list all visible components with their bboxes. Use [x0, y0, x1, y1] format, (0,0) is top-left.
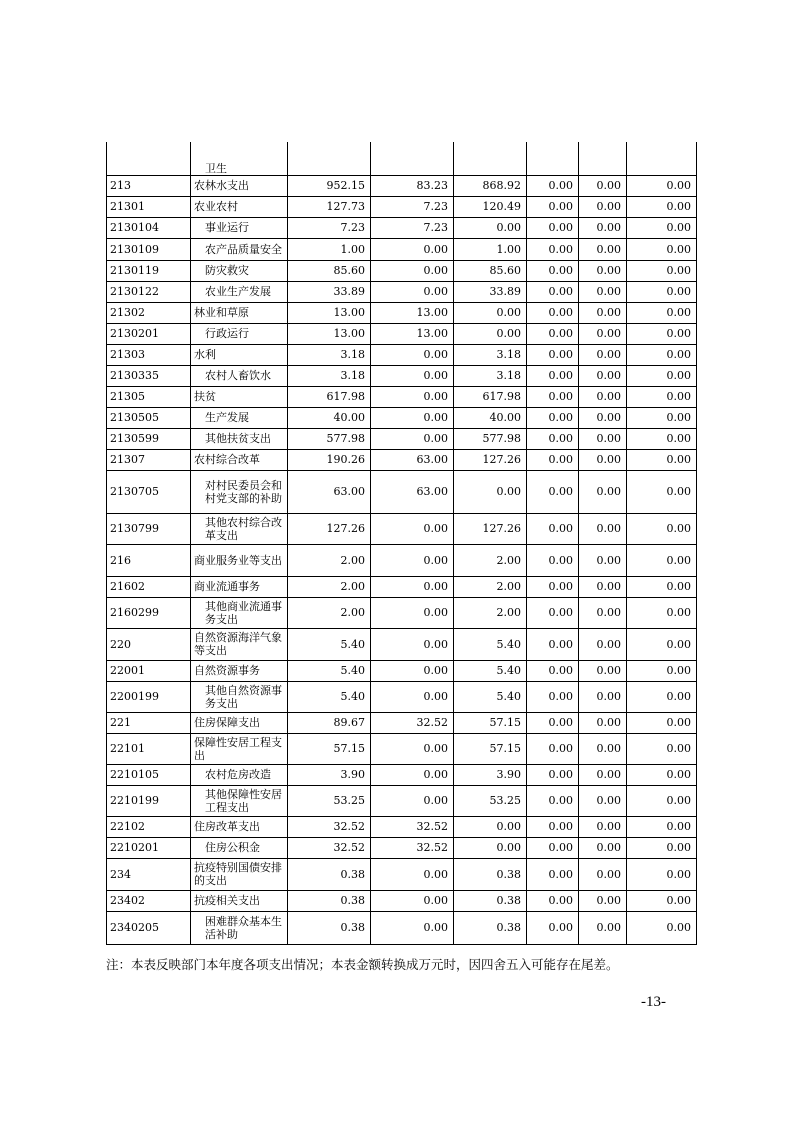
- table-cell-basic: 0.00: [371, 858, 454, 890]
- table-cell-col4: 0.00: [527, 407, 579, 428]
- table-cell-code: 21302: [107, 302, 191, 323]
- table-cell-basic: 0.00: [371, 365, 454, 386]
- table-cell-col6: 0.00: [627, 858, 697, 890]
- table-cell-total: 5.40: [288, 681, 371, 712]
- table-row: [107, 365, 697, 386]
- table-cell-total: 3.90: [288, 764, 371, 785]
- table-cell-col5: 0.00: [579, 890, 627, 911]
- table-cell-project: 120.49: [454, 196, 527, 217]
- table-cell-col4: 0.00: [527, 513, 579, 544]
- table-cell-code: 2130104: [107, 217, 191, 238]
- table-cell-basic: 0.00: [371, 344, 454, 365]
- table-cell-basic: 0.00: [371, 660, 454, 681]
- table-cell-col5: 0.00: [579, 681, 627, 712]
- table-cell-name: 农业生产发展: [191, 281, 288, 302]
- table-cell-col6: 0.00: [627, 544, 697, 576]
- table-row: [107, 449, 697, 470]
- table-cell-code: 22001: [107, 660, 191, 681]
- table-cell-col4: 0.00: [527, 238, 579, 260]
- table-cell-code: 234: [107, 858, 191, 890]
- table-cell-col5: 0.00: [579, 260, 627, 281]
- table-cell-col6: 0.00: [627, 733, 697, 764]
- table-cell-basic: 0.00: [371, 428, 454, 449]
- table-row: [107, 911, 697, 944]
- table-cell-basic: 13.00: [371, 302, 454, 323]
- table-cell-basic: 0.00: [371, 785, 454, 816]
- table-cell-col5: 0.00: [579, 544, 627, 576]
- table-row: [107, 660, 697, 681]
- table-cell-code: 2130799: [107, 513, 191, 544]
- table-cell-basic: 32.52: [371, 712, 454, 733]
- table-cell-col6: 0.00: [627, 238, 697, 260]
- table-row: [107, 407, 697, 428]
- table-row: [107, 681, 697, 712]
- table-row: [107, 785, 697, 816]
- table-cell-total: 617.98: [288, 386, 371, 407]
- table-cell-col4: 0.00: [527, 470, 579, 513]
- table-cell-col4: 0.00: [527, 816, 579, 837]
- table-cell-name: 自然资源事务: [191, 660, 288, 681]
- table-cell-col4: 0.00: [527, 764, 579, 785]
- table-cell-col5: 0.00: [579, 386, 627, 407]
- table-row: [107, 470, 697, 513]
- table-cell-project: 868.92: [454, 175, 527, 196]
- table-cell-total: 33.89: [288, 281, 371, 302]
- table-cell-name: 对村民委员会和村党支部的补助: [191, 470, 288, 513]
- table-cell-col4: 0.00: [527, 428, 579, 449]
- table-cell-col4: 0.00: [527, 196, 579, 217]
- table-cell-col5: 0.00: [579, 628, 627, 660]
- table-cell-col4: 0.00: [527, 175, 579, 196]
- table-cell-total: 0.38: [288, 858, 371, 890]
- table-cell-col5: 0.00: [579, 281, 627, 302]
- table-cell-basic: 0.00: [371, 386, 454, 407]
- table-cell-total: 13.00: [288, 323, 371, 344]
- table-cell-basic: 7.23: [371, 217, 454, 238]
- table-cell-code: 21307: [107, 449, 191, 470]
- table-cell-name: 农村人畜饮水: [191, 365, 288, 386]
- table-cell-basic: 32.52: [371, 816, 454, 837]
- table-cell-name: 住房保障支出: [191, 712, 288, 733]
- table-cell-total: 63.00: [288, 470, 371, 513]
- table-cell-col6: 0.00: [627, 890, 697, 911]
- table-cell-col6: 0.00: [627, 816, 697, 837]
- table-cell-total: 7.23: [288, 217, 371, 238]
- table-cell-code: 21303: [107, 344, 191, 365]
- table-cell-col5: [579, 142, 627, 175]
- table-cell-code: 22101: [107, 733, 191, 764]
- table-cell-col5: 0.00: [579, 660, 627, 681]
- table-cell-project: 0.00: [454, 323, 527, 344]
- table-cell-basic: 0.00: [371, 681, 454, 712]
- table-cell-col5: 0.00: [579, 217, 627, 238]
- table-row: [107, 890, 697, 911]
- table-cell-total: 13.00: [288, 302, 371, 323]
- table-cell-project: 5.40: [454, 681, 527, 712]
- table-cell-name: 林业和草原: [191, 302, 288, 323]
- table-cell-project: 85.60: [454, 260, 527, 281]
- table-cell-col5: 0.00: [579, 470, 627, 513]
- table-cell-name: 商业服务业等支出: [191, 544, 288, 576]
- table-cell-project: 33.89: [454, 281, 527, 302]
- table-cell-col6: 0.00: [627, 428, 697, 449]
- table-cell-code: 21301: [107, 196, 191, 217]
- table-cell-project: 57.15: [454, 733, 527, 764]
- table-cell-project: 127.26: [454, 513, 527, 544]
- table-cell-project: 0.38: [454, 890, 527, 911]
- table-cell-col6: 0.00: [627, 628, 697, 660]
- table-row: [107, 816, 697, 837]
- table-row: [107, 858, 697, 890]
- table-cell-code: 2130335: [107, 365, 191, 386]
- table-cell-project: 3.18: [454, 365, 527, 386]
- table-cell-col5: 0.00: [579, 175, 627, 196]
- table-row: [107, 217, 697, 238]
- table-cell-col4: 0.00: [527, 365, 579, 386]
- table-cell-basic: 0.00: [371, 597, 454, 628]
- table-cell-name: 其他扶贫支出: [191, 428, 288, 449]
- table-cell-basic: 13.00: [371, 323, 454, 344]
- table-cell-name: 卫生: [191, 142, 288, 175]
- table-cell-col4: 0.00: [527, 681, 579, 712]
- table-cell-project: 2.00: [454, 576, 527, 597]
- table-cell-name: 其他农村综合改革支出: [191, 513, 288, 544]
- table-cell-col6: 0.00: [627, 576, 697, 597]
- table-row: [107, 302, 697, 323]
- table-cell-col6: 0.00: [627, 260, 697, 281]
- table-cell-code: 21305: [107, 386, 191, 407]
- table-cell-total: 952.15: [288, 175, 371, 196]
- table-cell-col4: 0.00: [527, 858, 579, 890]
- table-row: [107, 175, 697, 196]
- table-cell-project: 1.00: [454, 238, 527, 260]
- table-cell-total: 190.26: [288, 449, 371, 470]
- table-cell-name: 其他保障性安居工程支出: [191, 785, 288, 816]
- table-cell-project: 577.98: [454, 428, 527, 449]
- table-cell-col6: 0.00: [627, 785, 697, 816]
- table-cell-col4: 0.00: [527, 344, 579, 365]
- table-cell-project: 0.00: [454, 816, 527, 837]
- table-cell-name: 商业流通事务: [191, 576, 288, 597]
- table-cell-col4: 0.00: [527, 597, 579, 628]
- table-cell-project: 3.18: [454, 344, 527, 365]
- table-cell-col5: 0.00: [579, 911, 627, 944]
- table-cell-col4: 0.00: [527, 712, 579, 733]
- table-cell-name: 事业运行: [191, 217, 288, 238]
- table-cell-basic: 0.00: [371, 544, 454, 576]
- table-cell-project: 617.98: [454, 386, 527, 407]
- table-cell-project: 3.90: [454, 764, 527, 785]
- table-cell-basic: 0.00: [371, 733, 454, 764]
- table-cell-name: 防灾救灾: [191, 260, 288, 281]
- table-cell-code: 213: [107, 175, 191, 196]
- table-cell-project: 0.00: [454, 217, 527, 238]
- table-cell-col4: 0.00: [527, 544, 579, 576]
- table-cell-col5: 0.00: [579, 302, 627, 323]
- table-cell-col5: 0.00: [579, 196, 627, 217]
- table-cell-col4: 0.00: [527, 733, 579, 764]
- table-cell-total: 127.26: [288, 513, 371, 544]
- table-cell-col4: 0.00: [527, 281, 579, 302]
- table-cell-project: 0.00: [454, 470, 527, 513]
- table-cell-name: 农村危房改造: [191, 764, 288, 785]
- table-cell-basic: 0.00: [371, 628, 454, 660]
- table-cell-col4: 0.00: [527, 576, 579, 597]
- table-cell-project: 127.26: [454, 449, 527, 470]
- table-row: [107, 597, 697, 628]
- table-cell-total: 89.67: [288, 712, 371, 733]
- table-row: [107, 238, 697, 260]
- table-cell-code: 220: [107, 628, 191, 660]
- table-cell-code: 2210199: [107, 785, 191, 816]
- table-row: [107, 513, 697, 544]
- table-cell-code: 2130505: [107, 407, 191, 428]
- table-cell-basic: 32.52: [371, 837, 454, 858]
- table-cell-code: 2130705: [107, 470, 191, 513]
- table-cell-code: 216: [107, 544, 191, 576]
- table-cell-code: 2210201: [107, 837, 191, 858]
- table-cell-col5: 0.00: [579, 858, 627, 890]
- table-cell-col4: 0.00: [527, 217, 579, 238]
- table-cell-col6: 0.00: [627, 660, 697, 681]
- table-cell-name: 农林水支出: [191, 175, 288, 196]
- table-cell-basic: 0.00: [371, 407, 454, 428]
- table-cell-col6: 0.00: [627, 911, 697, 944]
- table-cell-total: 3.18: [288, 344, 371, 365]
- table-cell-project: 2.00: [454, 597, 527, 628]
- table-cell-col6: 0.00: [627, 386, 697, 407]
- table-cell-name: 保障性安居工程支出: [191, 733, 288, 764]
- table-cell-code: 2340205: [107, 911, 191, 944]
- table-cell-project: 2.00: [454, 544, 527, 576]
- table-cell-total: 57.15: [288, 733, 371, 764]
- table-cell-col6: 0.00: [627, 344, 697, 365]
- table-cell-total: 1.00: [288, 238, 371, 260]
- table-cell-col6: 0.00: [627, 196, 697, 217]
- table-cell-code: 2210105: [107, 764, 191, 785]
- table-cell-total: 53.25: [288, 785, 371, 816]
- table-cell-col5: 0.00: [579, 837, 627, 858]
- table-cell-code: 2130599: [107, 428, 191, 449]
- table-cell-code: 221: [107, 712, 191, 733]
- table-cell-col5: 0.00: [579, 733, 627, 764]
- table-cell-col6: 0.00: [627, 837, 697, 858]
- table-footnote: 注：本表反映部门本年度各项支出情况；本表金额转换成万元时，因四舍五入可能存在尾差。: [106, 957, 619, 972]
- table-cell-col4: 0.00: [527, 386, 579, 407]
- table-cell-col4: 0.00: [527, 260, 579, 281]
- table-cell-basic: 0.00: [371, 911, 454, 944]
- table-row: [107, 576, 697, 597]
- table-row: [107, 323, 697, 344]
- table-cell-col4: 0.00: [527, 837, 579, 858]
- table-cell-name: 农产品质量安全: [191, 238, 288, 260]
- table-cell-total: 40.00: [288, 407, 371, 428]
- table-cell-basic: 63.00: [371, 470, 454, 513]
- table-cell-name: 农村综合改革: [191, 449, 288, 470]
- table-cell-col6: 0.00: [627, 365, 697, 386]
- table-cell-basic: 0.00: [371, 764, 454, 785]
- table-cell-total: 5.40: [288, 660, 371, 681]
- table-cell-col4: 0.00: [527, 785, 579, 816]
- table-row: [107, 142, 697, 175]
- table-cell-col6: 0.00: [627, 449, 697, 470]
- table-cell-col5: 0.00: [579, 323, 627, 344]
- table-cell-name: 扶贫: [191, 386, 288, 407]
- table-cell-basic: [371, 142, 454, 175]
- table-cell-code: 2130201: [107, 323, 191, 344]
- table-cell-code: 2130109: [107, 238, 191, 260]
- table-row: [107, 837, 697, 858]
- table-cell-col6: 0.00: [627, 281, 697, 302]
- table-cell-col5: 0.00: [579, 407, 627, 428]
- table-cell-basic: 0.00: [371, 260, 454, 281]
- table-cell-col5: 0.00: [579, 365, 627, 386]
- table-cell-basic: 0.00: [371, 281, 454, 302]
- table-row: [107, 386, 697, 407]
- table-row: [107, 712, 697, 733]
- table-cell-col5: 0.00: [579, 344, 627, 365]
- table-cell-col6: 0.00: [627, 217, 697, 238]
- table-cell-col5: 0.00: [579, 785, 627, 816]
- table-row: [107, 733, 697, 764]
- table-cell-basic: 0.00: [371, 890, 454, 911]
- table-cell-total: 32.52: [288, 816, 371, 837]
- table-cell-name: 自然资源海洋气象等支出: [191, 628, 288, 660]
- table-cell-col4: 0.00: [527, 449, 579, 470]
- table-cell-project: 53.25: [454, 785, 527, 816]
- table-row: [107, 281, 697, 302]
- table-cell-col6: 0.00: [627, 470, 697, 513]
- table-cell-code: 22102: [107, 816, 191, 837]
- table-cell-code: [107, 142, 191, 175]
- table-cell-col6: [627, 142, 697, 175]
- table-cell-project: 0.38: [454, 858, 527, 890]
- table-cell-total: 32.52: [288, 837, 371, 858]
- table-cell-code: 2130119: [107, 260, 191, 281]
- table-cell-col6: 0.00: [627, 175, 697, 196]
- table-cell-name: 生产发展: [191, 407, 288, 428]
- table-cell-total: 85.60: [288, 260, 371, 281]
- table-row: [107, 544, 697, 576]
- table-cell-basic: 7.23: [371, 196, 454, 217]
- table-cell-total: 2.00: [288, 544, 371, 576]
- table-cell-name: 农业农村: [191, 196, 288, 217]
- table-cell-code: 2160299: [107, 597, 191, 628]
- table-cell-col4: 0.00: [527, 323, 579, 344]
- table-cell-col4: 0.00: [527, 628, 579, 660]
- table-cell-col6: 0.00: [627, 764, 697, 785]
- table-cell-code: 2130122: [107, 281, 191, 302]
- table-cell-col5: 0.00: [579, 576, 627, 597]
- table-cell-col4: 0.00: [527, 660, 579, 681]
- table-row: [107, 260, 697, 281]
- table-cell-project: 0.00: [454, 837, 527, 858]
- table-cell-name: 行政运行: [191, 323, 288, 344]
- table-cell-col5: 0.00: [579, 712, 627, 733]
- table-cell-col5: 0.00: [579, 238, 627, 260]
- table-cell-total: 5.40: [288, 628, 371, 660]
- table-cell-col6: 0.00: [627, 681, 697, 712]
- table-cell-col5: 0.00: [579, 513, 627, 544]
- table-row: [107, 628, 697, 660]
- table-cell-project: 0.38: [454, 911, 527, 944]
- table-cell-project: 5.40: [454, 660, 527, 681]
- table-cell-name: 水利: [191, 344, 288, 365]
- table-row: [107, 196, 697, 217]
- table-cell-project: [454, 142, 527, 175]
- page-number: -13-: [641, 994, 666, 1010]
- table-cell-col4: [527, 142, 579, 175]
- table-cell-col6: 0.00: [627, 513, 697, 544]
- table-cell-total: 2.00: [288, 576, 371, 597]
- expenditure-table: [106, 142, 697, 945]
- table-cell-col6: 0.00: [627, 597, 697, 628]
- table-row: [107, 764, 697, 785]
- table-cell-col6: 0.00: [627, 407, 697, 428]
- table-cell-total: 0.38: [288, 911, 371, 944]
- table-cell-col4: 0.00: [527, 911, 579, 944]
- table-cell-basic: 63.00: [371, 449, 454, 470]
- table-cell-name: 抗疫特别国债安排的支出: [191, 858, 288, 890]
- table-cell-basic: 0.00: [371, 238, 454, 260]
- table-cell-name: 其他商业流通事务支出: [191, 597, 288, 628]
- table-row: [107, 428, 697, 449]
- table-cell-code: 23402: [107, 890, 191, 911]
- table-body: [107, 142, 697, 944]
- table-cell-name: 其他自然资源事务支出: [191, 681, 288, 712]
- table-cell-total: 3.18: [288, 365, 371, 386]
- table-cell-name: 住房改革支出: [191, 816, 288, 837]
- table-cell-basic: 0.00: [371, 513, 454, 544]
- table-cell-col4: 0.00: [527, 302, 579, 323]
- table-cell-basic: 83.23: [371, 175, 454, 196]
- table-cell-project: 5.40: [454, 628, 527, 660]
- table-cell-col5: 0.00: [579, 428, 627, 449]
- table-cell-project: 40.00: [454, 407, 527, 428]
- table-cell-project: 0.00: [454, 302, 527, 323]
- table-cell-col5: 0.00: [579, 816, 627, 837]
- table-cell-col6: 0.00: [627, 323, 697, 344]
- table-cell-basic: 0.00: [371, 576, 454, 597]
- table-cell-total: 2.00: [288, 597, 371, 628]
- table-cell-name: 困难群众基本生活补助: [191, 911, 288, 944]
- table-cell-total: 127.73: [288, 196, 371, 217]
- table-cell-project: 57.15: [454, 712, 527, 733]
- table-cell-name: 抗疫相关支出: [191, 890, 288, 911]
- table-cell-col5: 0.00: [579, 449, 627, 470]
- table-cell-total: 577.98: [288, 428, 371, 449]
- table-cell-code: 2200199: [107, 681, 191, 712]
- table-cell-code: 21602: [107, 576, 191, 597]
- table-cell-col5: 0.00: [579, 764, 627, 785]
- table-row: [107, 344, 697, 365]
- table-cell-col4: 0.00: [527, 890, 579, 911]
- table-cell-col6: 0.00: [627, 712, 697, 733]
- table-cell-total: 0.38: [288, 890, 371, 911]
- table-cell-name: 住房公积金: [191, 837, 288, 858]
- table-cell-col6: 0.00: [627, 302, 697, 323]
- table-cell-col5: 0.00: [579, 597, 627, 628]
- table-cell-total: [288, 142, 371, 175]
